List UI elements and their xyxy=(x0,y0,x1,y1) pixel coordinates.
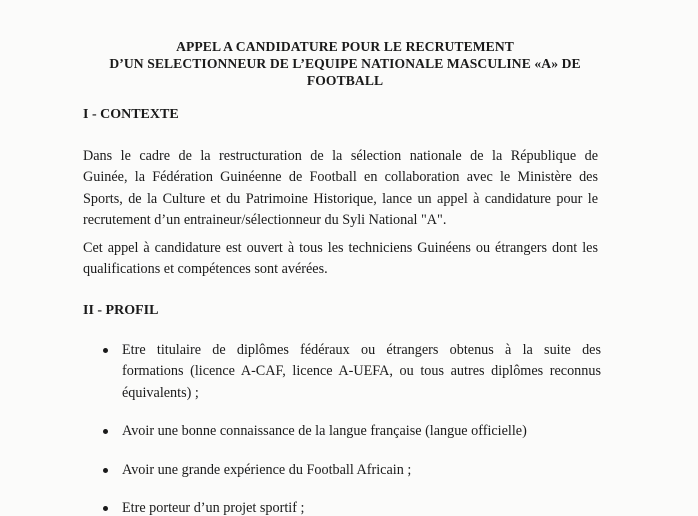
bullet-line: Etre titulaire de diplômes fédéraux ou étrangers obtenus à la suite des xyxy=(122,342,601,358)
bullet-text xyxy=(122,498,601,516)
bullet-line: équivalents) ; xyxy=(122,384,199,401)
paragraph-line: Guinée, la Fédération Guinéenne de Football en collaboration avec le Ministère des xyxy=(83,169,598,186)
section-heading-contexte: I - CONTEXTE xyxy=(83,107,179,122)
bullet-text xyxy=(122,340,601,404)
bullet-icon xyxy=(103,468,108,473)
section-heading-profil: II - PROFIL xyxy=(83,303,159,318)
bullet-text xyxy=(122,460,601,481)
title-line-3: FOOTBALL xyxy=(306,73,384,88)
paragraph-line: qualifications et compétences sont avérées. xyxy=(83,261,328,278)
bullet-line: Avoir une grande expérience du Football Africain ; xyxy=(122,462,412,478)
title-line-2: D’UN SELECTIONNEUR DE L’EQUIPE NATIONALE MASCULINE «A» DE xyxy=(109,56,581,71)
paragraph-line: Sports, de la Culture et du Patrimoine Historique, lance un appel à candidature pour le xyxy=(83,190,598,207)
context-paragraph-1 xyxy=(83,146,598,231)
paragraph-line: recrutement d’un entraineur/sélectionneur du Syli National "A". xyxy=(83,211,447,228)
bullet-icon xyxy=(103,429,108,434)
bullet-icon xyxy=(103,506,108,511)
paragraph-line: Dans le cadre de la restructuration de la sélection nationale de la République de xyxy=(83,148,598,164)
title-line-1: APPEL A CANDIDATURE POUR LE RECRUTEMENT xyxy=(176,39,514,54)
paragraph-line: Cet appel à candidature est ouvert à tous les techniciens Guinéens ou étrangers dont les xyxy=(83,240,598,256)
bullet-line: Etre porteur d’un projet sportif ; xyxy=(122,500,305,516)
bullet-text xyxy=(122,421,601,442)
bullet-line: formations (licence A-CAF, licence A-UEFA, ou tous autres diplômes reconnus xyxy=(122,363,601,380)
context-paragraph-2 xyxy=(83,238,598,281)
document-title xyxy=(60,38,630,89)
bullet-line: Avoir une bonne connaissance de la langue française (langue officielle) xyxy=(122,423,527,439)
bullet-icon xyxy=(103,348,108,353)
